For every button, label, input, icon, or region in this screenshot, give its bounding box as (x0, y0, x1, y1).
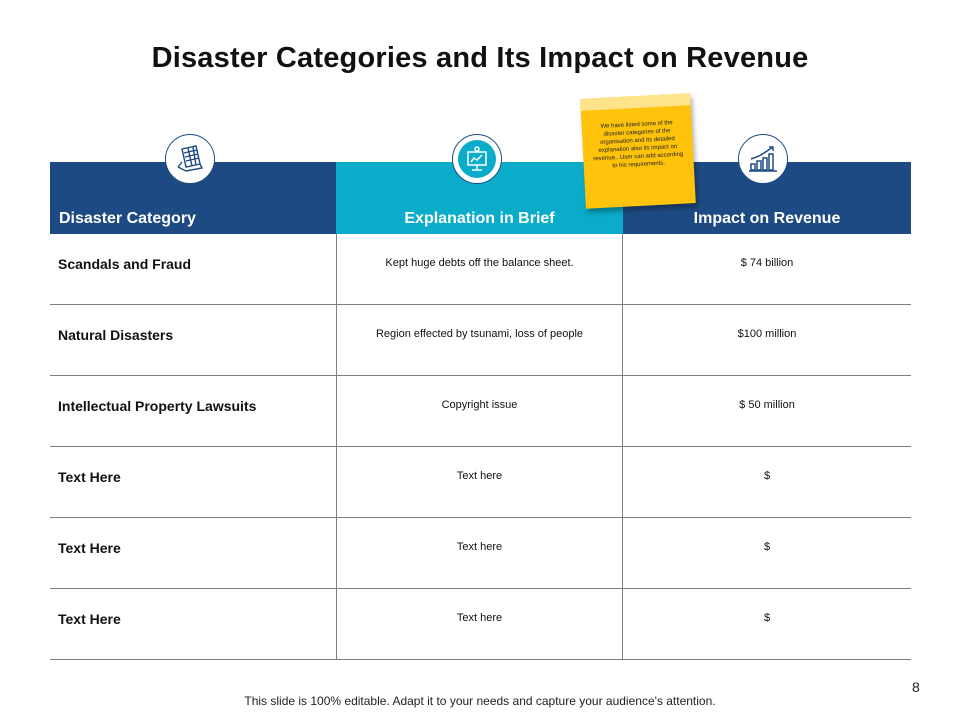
header-label: Disaster Category (59, 210, 196, 227)
sticky-note-text: We have listed some of the disaster categories of the organisation and its detailed explanation also its impact on revenue.. User can add according to his requirements. (593, 120, 684, 170)
impact-cell: $ (763, 541, 771, 553)
table-row (50, 518, 911, 589)
impact-cell: $100 million (737, 328, 797, 340)
explanation-cell: Region effected by tsunami, loss of people (336, 305, 623, 375)
table-row (50, 234, 911, 305)
explanation-cell: Kept huge debts off the balance sheet. (336, 234, 623, 304)
category-cell: Text Here (58, 611, 121, 627)
sticky-note (580, 93, 696, 209)
note-tape (580, 93, 690, 111)
impact-cell: $ 50 million (739, 399, 795, 411)
presentation-board-icon (452, 134, 502, 184)
page-number: 8 (912, 679, 920, 695)
explanation-cell: Text here (336, 518, 623, 588)
slide-footer: This slide is 100% editable. Adapt it to your needs and capture your audience's attention. (244, 694, 716, 708)
category-cell: Intellectual Property Lawsuits (58, 398, 257, 414)
category-cell: Text Here (58, 540, 121, 556)
slide-title: Disaster Categories and Its Impact on Revenue (151, 42, 809, 74)
impact-cell: $ 74 billion (740, 257, 794, 269)
table-row (50, 376, 911, 447)
category-cell: Natural Disasters (58, 327, 174, 343)
explanation-cell: Text here (336, 447, 623, 517)
explanation-cell: Copyright issue (336, 376, 623, 446)
table-row (50, 589, 911, 660)
explanation-cell: Text here (336, 589, 623, 659)
building-icon (165, 134, 215, 184)
table-body (50, 234, 911, 660)
header-label: Impact on Revenue (693, 210, 841, 227)
impact-cell: $ (763, 470, 771, 482)
growth-chart-icon (738, 134, 788, 184)
table-row (50, 447, 911, 518)
header-label: Explanation in Brief (404, 210, 555, 227)
category-cell: Text Here (58, 469, 121, 485)
category-cell: Scandals and Fraud (58, 256, 192, 272)
impact-cell: $ (763, 612, 771, 624)
table-row (50, 305, 911, 376)
